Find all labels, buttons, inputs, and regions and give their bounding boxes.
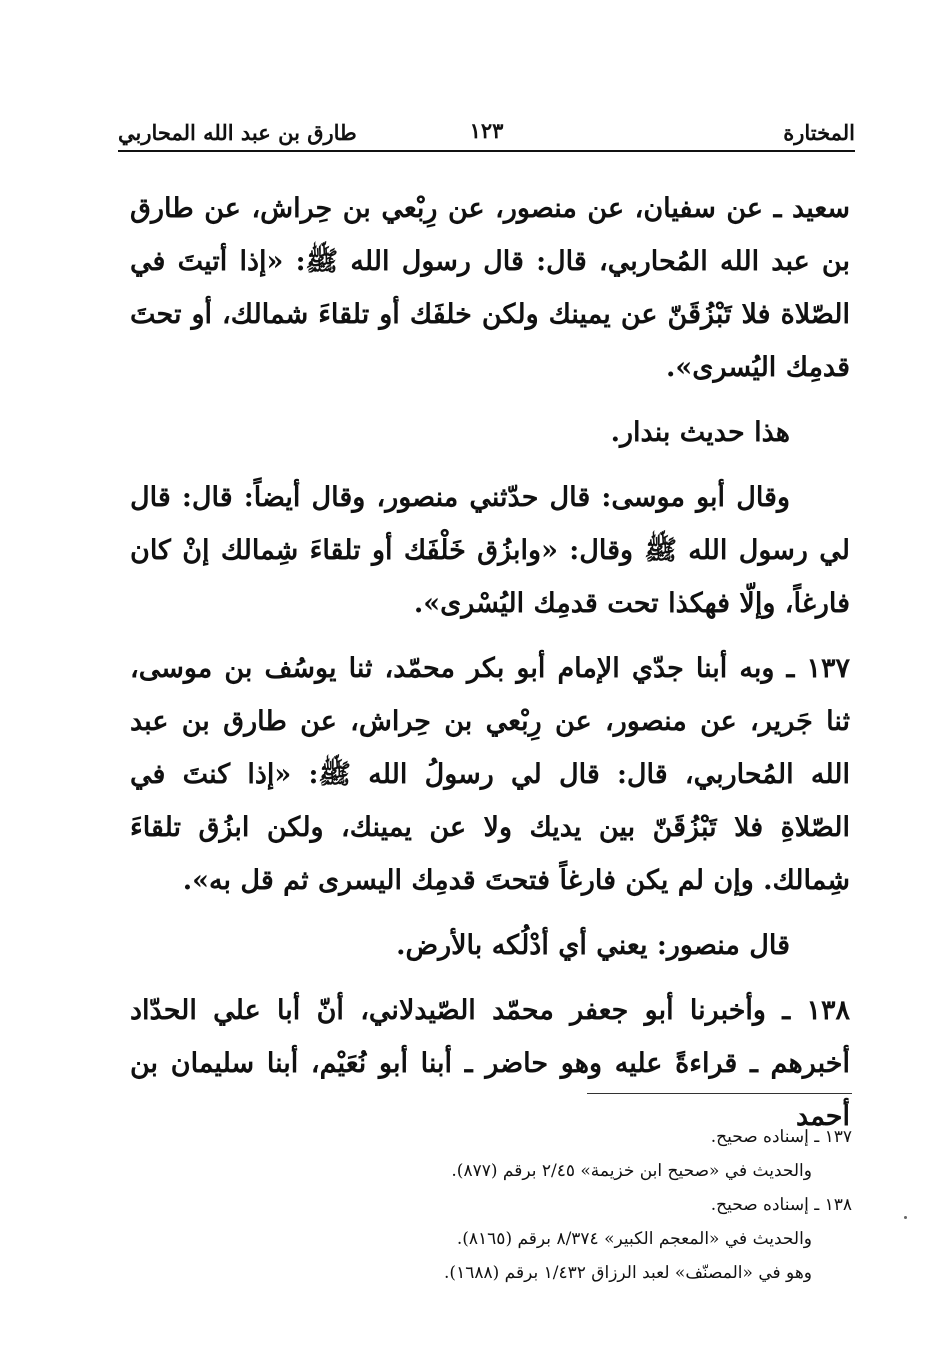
footnote-138-source-2: وهو في «المصنّف» لعبد الرزاق ١/٤٣٢ برقم (١٦٨٨). (444, 1263, 812, 1283)
paragraph-3: وقال أبو موسى: قال حدّثني منصور، وقال أيضاً: قال: قال لي رسول الله ﷺ وقال: «وابزُق خَلْفَك أو تلقاءَ شِمالك إنْ كان فارغاً، وإلّا فهكذا تحت قدمِك اليُسْرى». (130, 482, 850, 619)
footnote-137-source: والحديث في «صحيح ابن خزيمة» ٢/٤٥ برقم (٨٧٧). (451, 1161, 812, 1181)
footnote-138-source-1: والحديث في «المعجم الكبير» ٨/٣٧٤ برقم (٨١٦٥). (456, 1229, 812, 1249)
running-header (118, 114, 855, 154)
hadith-137: ١٣٧ ـ وبه أبنا جدّي الإمام أبو بكر محمّد، ثنا يوسُف بن موسى، ثنا جَرير، عن منصور، عن رِبْعي بن حِراش، عن طارق بن عبد الله المُحاربي، قال: قال لي رسولُ الله ﷺ: «إذا كنتَ في الصّلاةِ فلا تَبْزُقَنّ بين يديك ولا عن يمينك، ولكن ابزُق تلقاءَ شِمالك. وإن لم يكن فارغاً فتحتَ قدمِك اليسرى ثم قل به». (130, 653, 850, 896)
paragraph-2: هذا حديث بندار. (610, 417, 790, 448)
footnotes (300, 1120, 852, 1290)
book-title: المختارة (783, 120, 855, 145)
footnote-138: ١٣٨ ـ إسناده صحيح. (710, 1195, 852, 1215)
footnote-rule (587, 1093, 852, 1094)
main-text (130, 182, 850, 1143)
scan-speck (904, 1216, 907, 1219)
page-number: ١٢٣ (469, 118, 504, 143)
hadith-138: ١٣٨ ـ وأخبرنا أبو جعفر محمّد الصّيدلاني، أنّ أبا علي الحدّاد أخبرهم ـ قراءةً عليه وهو حاضر ـ أبنا أبو نُعَيْم، أبنا سليمان بن أحمد (130, 995, 850, 1132)
footnote-137: ١٣٧ ـ إسناده صحيح. (710, 1127, 852, 1147)
paragraph-1: سعيد ـ عن سفيان، عن منصور، عن رِبْعي بن حِراش، عن طارق بن عبد الله المُحاربي، قال: قال رسول الله ﷺ: «إذا أتيتَ في الصّلاة فلا تَبْزُقَنّ عن يمينك ولكن خلفَك أو تلقاءَ شمالك، أو تحتَ قدمِك اليُسرى». (130, 193, 850, 383)
section-title: طارق بن عبد الله المحاربي (118, 120, 357, 145)
paragraph-5: قال منصور: يعني أي أدْلُكه بالأرض. (396, 930, 790, 961)
header-rule (118, 150, 855, 152)
